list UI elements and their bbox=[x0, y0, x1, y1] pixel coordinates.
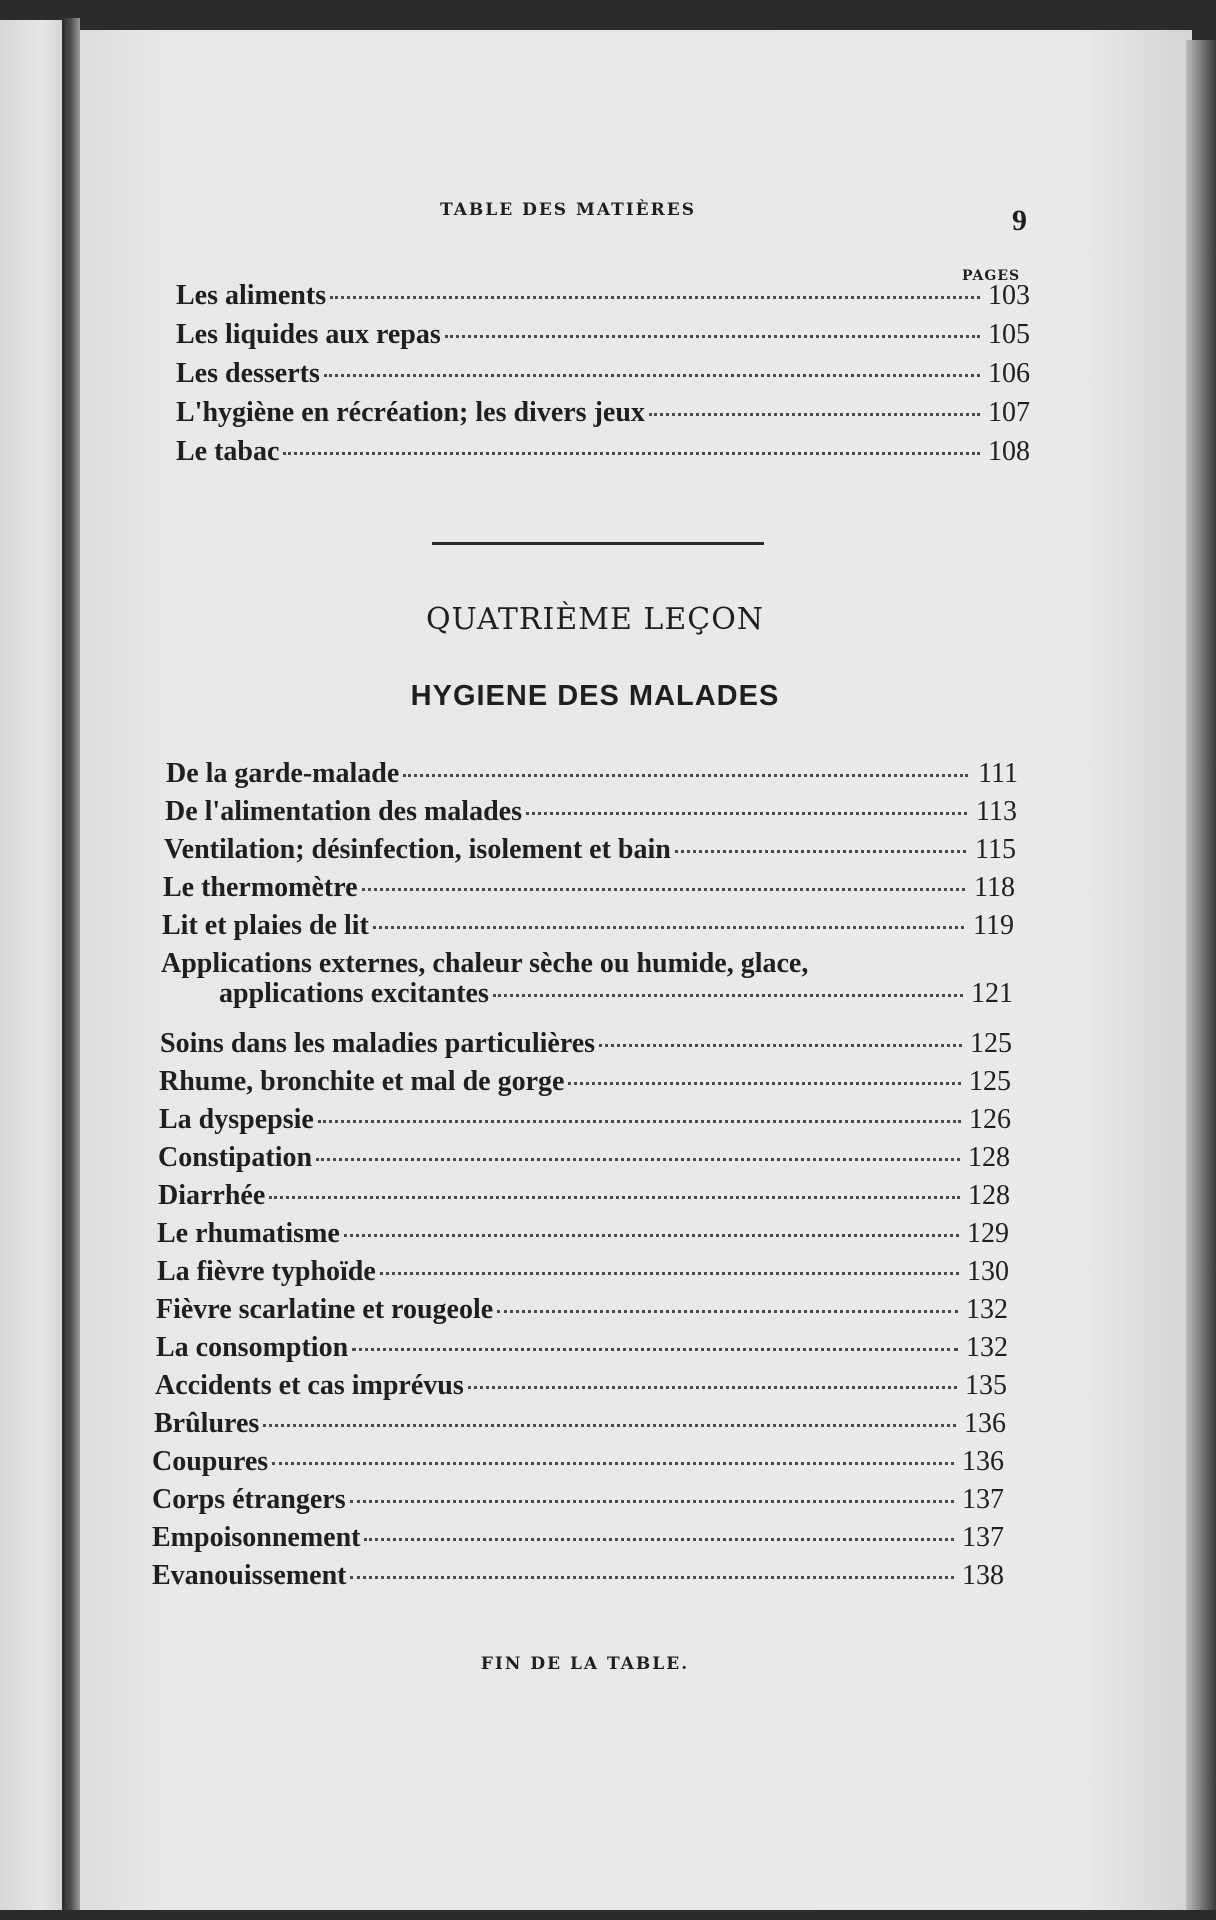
dot-leader bbox=[352, 1348, 958, 1351]
dot-leader bbox=[649, 413, 980, 416]
toc-entry-page: 135 bbox=[965, 1370, 1007, 1401]
dot-leader bbox=[350, 1576, 954, 1579]
toc-entry bbox=[154, 1410, 1006, 1438]
toc-entry-title: La fièvre typhoïde bbox=[157, 1256, 376, 1287]
toc-entry-title: Ventilation; désinfection, isolement et bain bbox=[164, 834, 671, 865]
dot-leader bbox=[599, 1044, 962, 1047]
dot-leader bbox=[350, 1500, 954, 1503]
toc-entry bbox=[164, 836, 1016, 864]
toc-entry-page: 130 bbox=[967, 1256, 1009, 1287]
toc-entry bbox=[163, 874, 1015, 902]
toc-entry-page: 105 bbox=[988, 319, 1030, 350]
toc-entry bbox=[166, 760, 1018, 788]
toc-entry-page: 118 bbox=[974, 872, 1015, 903]
dot-leader bbox=[526, 812, 967, 815]
toc-entry-page: 103 bbox=[988, 280, 1030, 311]
toc-entry bbox=[152, 1562, 1004, 1590]
facing-page-edge bbox=[0, 20, 70, 1910]
book-gutter bbox=[62, 18, 80, 1910]
end-of-table-note: FIN DE LA TABLE. bbox=[480, 1654, 690, 1674]
toc-entry-title: Evanouissement bbox=[152, 1560, 347, 1591]
toc-entry bbox=[152, 1486, 1004, 1514]
toc-entry-title: Fièvre scarlatine et rougeole bbox=[156, 1294, 494, 1325]
toc-entry-page: 125 bbox=[969, 1066, 1011, 1097]
toc-entry-page: 128 bbox=[968, 1142, 1010, 1173]
toc-entry-page: 136 bbox=[962, 1446, 1004, 1477]
dot-leader bbox=[362, 888, 965, 891]
toc-entry-title: Le tabac bbox=[176, 436, 280, 467]
toc-entry-title: L'hygiène en récréation; les divers jeux bbox=[176, 397, 645, 428]
toc-entry-title: Lit et plaies de lit bbox=[162, 910, 369, 941]
lesson-subtitle: HYGIENE DES MALADES bbox=[410, 680, 780, 712]
toc-entry-page: 108 bbox=[988, 436, 1030, 467]
toc-entry-page: 111 bbox=[978, 758, 1018, 789]
toc-entry-title: Empoisonnement bbox=[152, 1522, 361, 1553]
toc-entry bbox=[165, 798, 1017, 826]
toc-entry-page: 115 bbox=[975, 834, 1016, 865]
toc-entry bbox=[176, 282, 1030, 310]
toc-entry-page: 132 bbox=[966, 1294, 1008, 1325]
dot-leader bbox=[468, 1386, 957, 1389]
dot-leader bbox=[403, 774, 968, 777]
dot-leader bbox=[568, 1082, 961, 1085]
dot-leader bbox=[263, 1424, 956, 1427]
toc-entry bbox=[156, 1334, 1008, 1362]
toc-entry-page: 138 bbox=[962, 1560, 1004, 1591]
toc-entry-title: Constipation bbox=[158, 1142, 313, 1173]
dot-leader bbox=[445, 335, 980, 338]
toc-entry-title: Les liquides aux repas bbox=[176, 319, 441, 350]
dot-leader bbox=[344, 1234, 959, 1237]
page-right-edge bbox=[1186, 40, 1216, 1910]
dot-leader bbox=[373, 926, 964, 929]
toc-entry-title: Accidents et cas imprévus bbox=[155, 1370, 464, 1401]
dot-leader bbox=[269, 1196, 960, 1199]
toc-entry-title: Rhume, bronchite et mal de gorge bbox=[159, 1066, 565, 1097]
dot-leader bbox=[497, 1310, 958, 1313]
toc-entry-multiline bbox=[161, 950, 1013, 1008]
toc-entry-title: La dyspepsie bbox=[159, 1104, 314, 1135]
toc-entry bbox=[152, 1524, 1004, 1552]
toc-entry bbox=[159, 1106, 1011, 1134]
toc-entry-title: La consomption bbox=[156, 1332, 349, 1363]
toc-entry bbox=[155, 1372, 1007, 1400]
toc-entry bbox=[176, 399, 1030, 427]
dot-leader bbox=[272, 1462, 954, 1465]
pages-column-label: PAGES bbox=[962, 268, 1021, 284]
toc-entry-title-line2: applications excitantes bbox=[219, 978, 489, 1009]
dot-leader bbox=[324, 374, 980, 377]
running-head: TABLE DES MATIÈRES bbox=[440, 200, 697, 220]
dot-leader bbox=[364, 1538, 954, 1541]
toc-entry-title: De l'alimentation des malades bbox=[165, 796, 522, 827]
toc-entry-page: 113 bbox=[976, 796, 1017, 827]
toc-entry-page: 132 bbox=[966, 1332, 1008, 1363]
toc-entry-page: 128 bbox=[968, 1180, 1010, 1211]
toc-entry-title: Coupures bbox=[152, 1446, 269, 1477]
toc-entry-title: Diarrhée bbox=[158, 1180, 266, 1211]
toc-entry bbox=[156, 1296, 1008, 1324]
toc-entry-page: 107 bbox=[988, 397, 1030, 428]
dot-leader bbox=[380, 1272, 959, 1275]
toc-entry-line2 bbox=[219, 980, 1013, 1008]
toc-entry bbox=[160, 1030, 1012, 1058]
toc-entry bbox=[152, 1448, 1004, 1476]
toc-entry bbox=[176, 438, 1030, 466]
toc-entry bbox=[162, 912, 1014, 940]
toc-entry bbox=[158, 1182, 1010, 1210]
toc-entry-title: Les aliments bbox=[176, 280, 327, 311]
page-number: 9 bbox=[1012, 204, 1027, 237]
toc-entry-page: 136 bbox=[964, 1408, 1006, 1439]
toc-entry bbox=[176, 360, 1030, 388]
toc-entry-title: Corps étrangers bbox=[152, 1484, 346, 1515]
lesson-title: QUATRIÈME LEÇON bbox=[425, 602, 765, 637]
toc-entry-page: 125 bbox=[970, 1028, 1012, 1059]
toc-entry-title: Brûlures bbox=[154, 1408, 260, 1439]
toc-entry-page: 119 bbox=[973, 910, 1014, 941]
dot-leader bbox=[675, 850, 966, 853]
dot-leader bbox=[316, 1158, 960, 1161]
dot-leader bbox=[493, 994, 963, 997]
toc-entry bbox=[159, 1068, 1011, 1096]
toc-entry-title: Soins dans les maladies particulières bbox=[160, 1028, 596, 1059]
toc-entry-title: Le rhumatisme bbox=[157, 1218, 340, 1249]
toc-entry-title: De la garde-malade bbox=[166, 758, 400, 789]
toc-entry-page: 129 bbox=[967, 1218, 1009, 1249]
toc-entry-page: 126 bbox=[969, 1104, 1011, 1135]
toc-entry bbox=[157, 1258, 1009, 1286]
toc-entry-page: 121 bbox=[971, 978, 1013, 1009]
toc-entry bbox=[158, 1144, 1010, 1172]
toc-entry-page: 137 bbox=[962, 1484, 1004, 1515]
dot-leader bbox=[318, 1120, 961, 1123]
toc-entry-title: Les desserts bbox=[176, 358, 320, 389]
dot-leader bbox=[283, 452, 980, 455]
toc-entry bbox=[157, 1220, 1009, 1248]
section-divider bbox=[432, 542, 764, 545]
toc-entry bbox=[176, 321, 1030, 349]
toc-entry-page: 137 bbox=[962, 1522, 1004, 1553]
toc-entry-title-line1: Applications externes, chaleur sèche ou humide, glace, bbox=[161, 948, 809, 979]
dot-leader bbox=[330, 296, 980, 299]
toc-entry-page: 106 bbox=[988, 358, 1030, 389]
toc-entry-title: Le thermomètre bbox=[163, 872, 358, 903]
